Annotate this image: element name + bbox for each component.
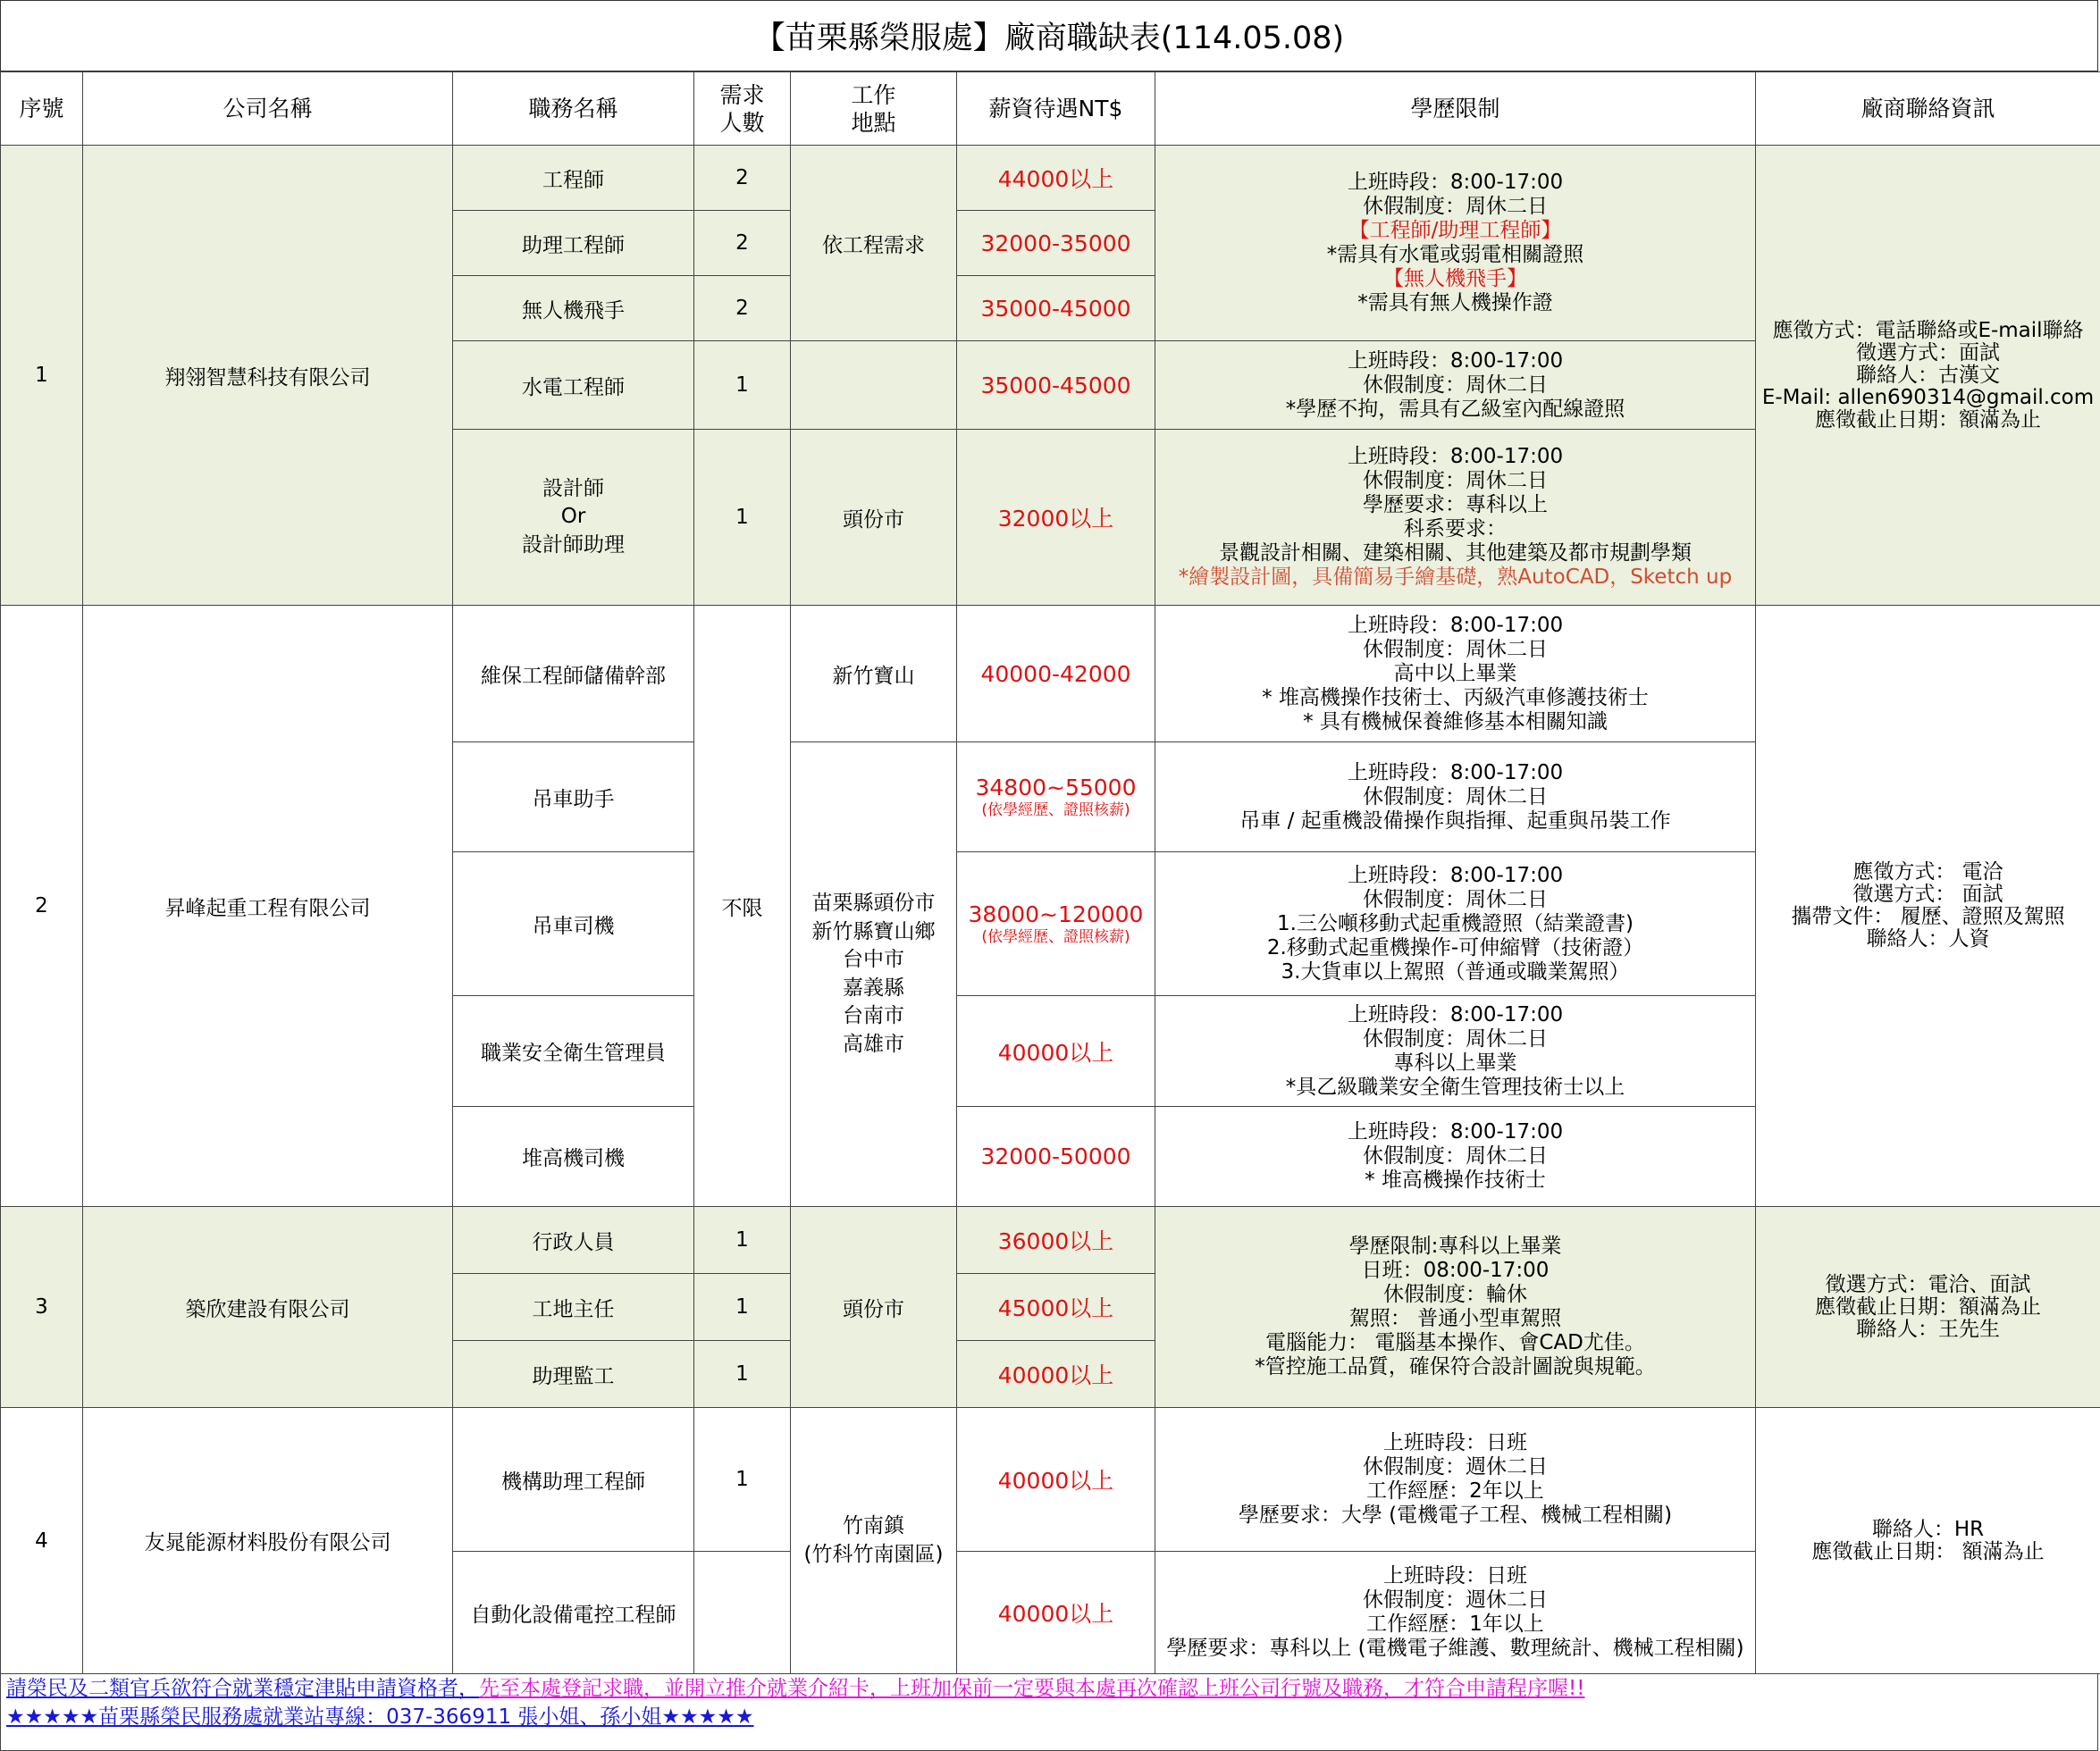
contact-line: 徵選方式：電洽、面試 (1825, 1272, 2031, 1296)
req-line: 休假制度：周休二日 (1363, 373, 1548, 397)
job-count: 1 (694, 1207, 791, 1274)
contact-line: 應徵方式： 電洽 (1852, 860, 2003, 884)
salary-value: 40000以上 (997, 1601, 1114, 1627)
job-requirements (1155, 606, 1756, 742)
req-line: 學歷要求：大學 (電機電子工程、機械工程相關) (1238, 1504, 1673, 1527)
contact-line: 應徵截止日期：額滿為止 (1815, 1294, 2041, 1319)
company-contact (1756, 606, 2100, 1207)
job-requirements (1155, 1552, 1756, 1674)
company-no: 2 (1, 606, 83, 1207)
company-name: 友晁能源材料股份有限公司 (83, 1408, 453, 1674)
req-line: 休假制度：週休二日 (1363, 1455, 1548, 1479)
job-title (453, 430, 694, 606)
company-no: 1 (1, 146, 83, 606)
location-line: 高雄市 (843, 1032, 904, 1056)
job-count: 不限 (694, 606, 791, 1207)
table-row (1, 146, 2100, 211)
job-requirements (1155, 1107, 1756, 1207)
req-line: 電腦能力： 電腦基本操作、會CAD尤佳。 (1265, 1331, 1645, 1354)
job-count: 1 (694, 1408, 791, 1552)
salary-note: (依學經歷、證照核薪) (981, 800, 1130, 819)
company-contact (1756, 1207, 2100, 1408)
salary-value: 34800~55000 (975, 774, 1137, 800)
job-salary (957, 146, 1155, 211)
job-title: 職業安全衛生管理員 (453, 996, 694, 1107)
job-location: 頭份市 (791, 1207, 957, 1408)
salary-note: (依學經歷、證照核薪) (981, 927, 1130, 946)
header-requirements: 學歷限制 (1155, 72, 1756, 146)
footer-line-1 (6, 1677, 1584, 1700)
salary-value: 35000-45000 (980, 372, 1131, 398)
req-line: 上班時段：8:00-17:00 (1347, 760, 1564, 784)
job-table (0, 71, 2100, 1674)
req-line: 上班時段：8:00-17:00 (1347, 171, 1564, 194)
footer-notice-part-1: 請榮民及二類官兵欲符合就業穩定津貼申請資格者， (6, 1677, 479, 1700)
req-line: 學歷要求：專科以上 (電機電子維護、數理統計、機械工程相關) (1166, 1637, 1744, 1660)
job-count: 1 (694, 341, 791, 430)
salary-value: 38000~120000 (968, 901, 1144, 927)
job-salary (957, 1274, 1155, 1341)
job-salary (957, 211, 1155, 276)
req-line: 2.移動式起重機操作-可伸縮臂（技術證） (1266, 935, 1644, 959)
req-line: 高中以上畢業 (1393, 661, 1517, 685)
job-requirements (1155, 1408, 1756, 1552)
header-contact: 廠商聯絡資訊 (1756, 72, 2100, 146)
req-line: 科系要求： (1404, 517, 1507, 540)
job-title: 維保工程師儲備幹部 (453, 606, 694, 742)
salary-value: 40000以上 (997, 1039, 1114, 1066)
page-title: 【苗栗縣榮服處】廠商職缺表(114.05.08) (0, 0, 2098, 71)
salary-value: 32000-50000 (980, 1144, 1131, 1169)
header-count: 需求 人數 (694, 72, 791, 146)
location-line: 竹南鎮 (843, 1514, 904, 1537)
req-line: 學歷限制:專科以上畢業 (1348, 1235, 1562, 1258)
header-no: 序號 (1, 72, 83, 146)
contact-line: 聯絡人：人資 (1866, 927, 1990, 951)
salary-value: 32000-35000 (980, 230, 1131, 256)
contact-line: 應徵截止日期： 額滿為止 (1811, 1539, 2045, 1563)
job-salary (957, 1341, 1155, 1408)
job-title: 吊車助手 (453, 742, 694, 852)
contact-line: 應徵截止日期：額滿為止 (1815, 407, 2041, 431)
job-salary (957, 430, 1155, 606)
job-count (694, 1552, 791, 1674)
req-line: 1.三公噸移動式起重機證照（結業證書) (1277, 911, 1634, 935)
company-name: 築欣建設有限公司 (83, 1207, 453, 1408)
footer-notice-part-2: 先至本處登記求職，並開立推介就業介紹卡，上班加保前一定要與本處再次確認上班公司行號及職務，才符合申請程序喔!! (479, 1677, 1585, 1700)
req-line: *學歷不拘，需具有乙級室內配線證照 (1285, 397, 1625, 421)
contact-line: 應徵方式：電話聯絡或E-mail聯絡 (1772, 318, 2084, 342)
job-salary (957, 996, 1155, 1107)
salary-value: 44000以上 (997, 166, 1114, 192)
job-title-line: 設計師 (542, 476, 604, 500)
job-salary (957, 276, 1155, 341)
req-line: *管控施工品質，確保符合設計圖說與規範。 (1255, 1355, 1656, 1378)
salary-value: 40000以上 (997, 1468, 1114, 1494)
req-line: 休假制度：周休二日 (1363, 637, 1548, 661)
job-count: 2 (694, 146, 791, 211)
header-salary: 薪資待遇NT$ (957, 72, 1155, 146)
req-line: 休假制度：周休二日 (1363, 784, 1548, 808)
salary-value: 40000以上 (997, 1362, 1114, 1388)
job-title: 無人機飛手 (453, 276, 694, 341)
req-line: 【無人機飛手】 (1383, 267, 1527, 290)
req-line: 上班時段：8:00-17:00 (1347, 445, 1564, 468)
req-line: 工作經歷：1年以上 (1366, 1613, 1544, 1636)
job-requirements (1155, 852, 1756, 996)
req-line: 上班時段：8:00-17:00 (1347, 863, 1564, 887)
req-line: 上班時段：8:00-17:00 (1347, 1002, 1564, 1026)
job-count: 1 (694, 430, 791, 606)
job-title: 工地主任 (453, 1274, 694, 1341)
location-line: 苗栗縣頭份市 (811, 892, 936, 915)
job-salary (957, 1552, 1155, 1674)
req-line: * 堆高機操作技術士、丙級汽車修護技術士 (1262, 685, 1649, 709)
job-title: 工程師 (453, 146, 694, 211)
req-line: *具乙級職業安全衛生管理技術士以上 (1285, 1075, 1625, 1099)
salary-value: 35000-45000 (980, 295, 1131, 322)
job-title: 堆高機司機 (453, 1107, 694, 1207)
job-title: 機構助理工程師 (453, 1408, 694, 1552)
job-requirements (1155, 146, 1756, 341)
req-line: 上班時段：8:00-17:00 (1347, 1120, 1564, 1144)
req-line: 【工程師/助理工程師】 (1348, 219, 1562, 242)
req-line: 上班時段：日班 (1383, 1431, 1527, 1454)
req-line: 工作經歷：2年以上 (1366, 1479, 1544, 1503)
contact-line: 聯絡人：HR (1871, 1517, 1985, 1541)
job-count: 1 (694, 1341, 791, 1408)
job-title: 行政人員 (453, 1207, 694, 1274)
table-row (1, 1408, 2100, 1552)
contact-line: 徵選方式：面試 (1856, 340, 2000, 364)
job-salary (957, 1207, 1155, 1274)
job-title: 助理監工 (453, 1341, 694, 1408)
job-title: 自動化設備電控工程師 (453, 1552, 694, 1674)
job-title-line: 設計師助理 (522, 532, 625, 557)
req-line: * 堆高機操作技術士 (1365, 1169, 1546, 1192)
job-location (791, 742, 957, 1207)
contact-line: 徵選方式： 面試 (1852, 883, 2003, 906)
req-line: *需具有無人機操作證 (1357, 291, 1553, 314)
header-location: 工作 地點 (791, 72, 957, 146)
location-line: 新竹縣寶山鄉 (811, 919, 936, 943)
job-salary (957, 852, 1155, 996)
job-requirements (1155, 742, 1756, 852)
company-contact (1756, 1408, 2100, 1674)
table-row (1, 1207, 2100, 1274)
job-title-line: Or (560, 505, 586, 529)
req-line: 休假制度：周休二日 (1363, 887, 1548, 911)
job-title: 水電工程師 (453, 341, 694, 430)
job-location (791, 1408, 957, 1674)
req-line: 休假制度：周休二日 (1363, 195, 1548, 218)
job-requirements (1155, 341, 1756, 430)
contact-line: 聯絡人：古漢文 (1856, 363, 2000, 387)
company-no: 4 (1, 1408, 83, 1674)
company-name: 昇峰起重工程有限公司 (83, 606, 453, 1207)
req-line: 駕照： 普通小型車駕照 (1348, 1307, 1562, 1330)
job-title: 吊車司機 (453, 852, 694, 996)
req-line: 休假制度：週休二日 (1363, 1588, 1548, 1612)
company-name: 翔翎智慧科技有限公司 (83, 146, 453, 606)
job-salary (957, 606, 1155, 742)
req-line: 日班：08:00-17:00 (1361, 1259, 1550, 1282)
req-line: 景觀設計相關、建築相關、其他建築及都市規劃學類 (1219, 541, 1692, 565)
req-line: 專科以上畢業 (1393, 1051, 1517, 1075)
req-line: *需具有水電或弱電相關證照 (1326, 243, 1584, 266)
req-line: 休假制度：周休二日 (1363, 469, 1548, 492)
req-line: 休假制度：周休二日 (1363, 1144, 1548, 1168)
job-salary (957, 1107, 1155, 1207)
job-count: 2 (694, 211, 791, 276)
job-requirements (1155, 430, 1756, 606)
salary-value: 32000以上 (997, 506, 1114, 532)
job-count: 2 (694, 276, 791, 341)
job-location: 依工程需求 (791, 146, 957, 341)
req-line: 上班時段：8:00-17:00 (1347, 613, 1564, 637)
company-contact (1756, 146, 2100, 606)
job-requirements (1155, 1207, 1756, 1408)
footer-hotline: ★★★★★苗栗縣榮民服務處就業站專線：037-366911 張小姐、孫小姐★★★★★ (6, 1705, 754, 1729)
header-company: 公司名稱 (83, 72, 453, 146)
req-line: * 具有機械保養維修基本相關知識 (1303, 709, 1608, 733)
req-line: 學歷要求：專科以上 (1363, 493, 1548, 516)
table-row (1, 606, 2100, 742)
header-position: 職務名稱 (453, 72, 694, 146)
location-line: 台南市 (843, 1004, 904, 1027)
contact-line: E-Mail: allen690314@gmail.com (1761, 385, 2095, 409)
contact-line: 攜帶文件： 履歷、證照及駕照 (1791, 905, 2065, 928)
job-salary (957, 742, 1155, 852)
location-line: (竹科竹南園區) (803, 1542, 944, 1566)
req-line: *繪製設計圖，具備簡易手繪基礎，熟AutoCAD，Sketch up (1178, 566, 1733, 589)
company-no: 3 (1, 1207, 83, 1408)
job-title: 助理工程師 (453, 211, 694, 276)
req-line: 吊車 / 起重機設備操作與指揮、起重與吊裝工作 (1239, 808, 1671, 833)
job-location: 頭份市 (791, 430, 957, 606)
footer-notice (0, 1673, 2098, 1751)
job-location: 新竹寶山 (791, 606, 957, 742)
contact-line: 聯絡人：王先生 (1856, 1317, 2000, 1341)
job-count: 1 (694, 1274, 791, 1341)
salary-value: 40000-42000 (980, 660, 1131, 687)
header-row (1, 72, 2100, 146)
req-line: 休假制度：周休二日 (1363, 1026, 1548, 1051)
salary-value: 45000以上 (997, 1295, 1114, 1321)
req-line: 上班時段：8:00-17:00 (1347, 348, 1564, 373)
job-location (791, 341, 957, 430)
salary-value: 36000以上 (997, 1228, 1114, 1254)
job-salary (957, 1408, 1155, 1552)
location-line: 台中市 (843, 948, 904, 971)
location-line: 嘉義縣 (843, 976, 904, 1000)
req-line: 3.大貨車以上駕照（普通或職業駕照） (1281, 959, 1630, 984)
req-line: 上班時段：日班 (1383, 1564, 1527, 1588)
job-salary (957, 341, 1155, 430)
job-requirements (1155, 996, 1756, 1107)
req-line: 休假制度：輪休 (1383, 1283, 1527, 1306)
